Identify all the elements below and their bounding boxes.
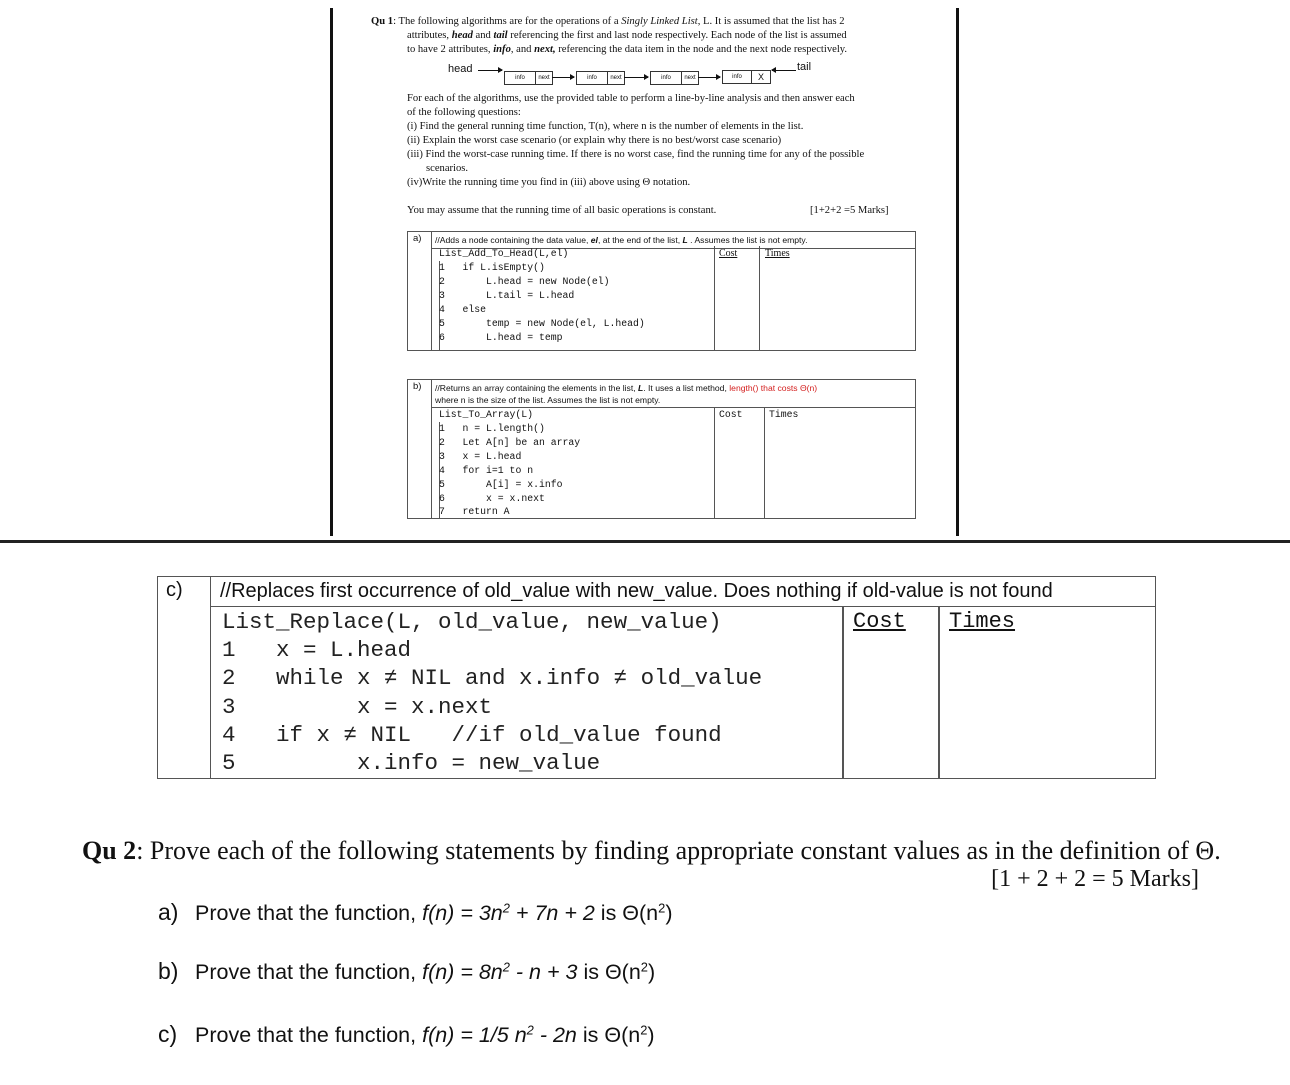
right-border xyxy=(956,8,959,536)
line-number: 3 xyxy=(439,290,445,301)
code-text: x = x.next xyxy=(444,493,545,504)
line-number: 1 xyxy=(222,637,236,663)
line-number: 4 xyxy=(439,304,445,315)
comment-text: , at the end of the list, xyxy=(597,235,683,245)
comment-cost-note: length() that costs Θ(n) xyxy=(729,383,818,393)
q1-text: referencing the data item in the node and the next node respectively. xyxy=(555,44,848,55)
theta-exponent: 2 xyxy=(640,959,648,975)
q1-marks: [1+2+2 =5 Marks] xyxy=(810,205,889,216)
q2-marks: [1 + 2 + 2 = 5 Marks] xyxy=(991,866,1199,892)
tail-label: tail xyxy=(797,61,812,73)
code-line xyxy=(439,261,545,275)
node-next-cell: next xyxy=(684,75,696,81)
line-number: 1 xyxy=(439,423,445,434)
next-arrow xyxy=(552,77,574,78)
q2-item-text: Prove that the function, xyxy=(195,1023,423,1047)
q2-item-b xyxy=(158,958,655,985)
column-divider xyxy=(842,607,844,778)
cost-header: Cost xyxy=(719,409,743,420)
q1-next-term: next, xyxy=(534,44,556,55)
code-line xyxy=(222,636,411,664)
comment-el: el xyxy=(590,235,598,245)
table-label: a) xyxy=(413,233,422,244)
q2-function xyxy=(422,1023,577,1047)
column-divider xyxy=(764,408,765,518)
fx-rest: - 2n xyxy=(533,1023,577,1047)
table-comment: //Replaces first occurrence of old_value with new_value. Does nothing if old-value is not found xyxy=(210,577,1155,607)
code-line xyxy=(439,303,486,317)
instruction-item-iv: (iv)Write the running time you find in (iii) above using Θ notation. xyxy=(407,177,691,188)
q1-intro-line3 xyxy=(407,43,847,57)
code-line xyxy=(439,317,645,331)
code-text: x = L.head xyxy=(444,451,522,462)
table-b xyxy=(407,379,916,519)
comment-text: //Adds a node containing the data value, xyxy=(435,235,591,245)
code-text: L.head = temp xyxy=(444,332,563,343)
q1-label: Qu 1 xyxy=(371,16,394,27)
fx-text: f(n) = 3n xyxy=(422,901,503,925)
theta-end: ) xyxy=(647,960,656,984)
code-text: for i=1 to n xyxy=(444,465,534,476)
cost-header: Cost xyxy=(719,248,738,259)
line-number: 6 xyxy=(439,332,445,343)
table-label-cell xyxy=(158,577,211,778)
code-line xyxy=(439,492,545,506)
line-number: 5 xyxy=(439,318,445,329)
instruction-item-iii: (iii) Find the worst-case running time. If there is no worst case, find the running time for any of the possible xyxy=(407,149,865,160)
q2-item-text: Prove that the function, xyxy=(195,901,423,925)
table-c xyxy=(157,576,1156,779)
code-line xyxy=(222,693,492,721)
q2-function xyxy=(422,901,595,925)
next-arrow xyxy=(698,77,720,78)
head-label: head xyxy=(448,63,473,75)
instruction-item-iii-cont: scenarios. xyxy=(426,163,469,174)
times-header: Times xyxy=(765,248,790,259)
assumption-text: You may assume that the running time of all basic operations is constant. xyxy=(407,205,717,216)
code-text: Let A[n] be an array xyxy=(444,437,581,448)
code-line xyxy=(222,664,762,692)
instruction-line: of the following questions: xyxy=(407,107,521,118)
comment-L: L xyxy=(682,235,688,245)
code-line xyxy=(439,505,510,519)
null-mark: X xyxy=(757,72,764,82)
q1-intro-line2 xyxy=(407,29,847,43)
q2-function xyxy=(422,960,577,984)
code-line xyxy=(439,464,533,478)
q1-head-term: head xyxy=(451,30,473,41)
theta-text: is Θ(n xyxy=(594,901,659,925)
instruction-item-i: (i) Find the general running time function, T(n), where n is the number of elements in the list. xyxy=(407,121,804,132)
q1-text: and xyxy=(472,30,494,41)
q2-label: Qu 2 xyxy=(82,836,137,865)
fx-rest: + 7n + 2 xyxy=(509,901,595,925)
table-a xyxy=(407,231,916,351)
line-number: 5 xyxy=(222,750,236,776)
q1-text: : The following algorithms are for the operations of a xyxy=(393,16,622,27)
list-node xyxy=(650,71,699,85)
fx-text: f(n) = 1/5 n xyxy=(422,1023,527,1047)
comment-L: L xyxy=(638,383,644,393)
code-line xyxy=(222,721,722,749)
left-border xyxy=(330,8,333,536)
question-1-panel xyxy=(0,0,1290,540)
fx-text: f(n) = 8n xyxy=(422,960,503,984)
code-text: x.info = new_value xyxy=(235,750,601,776)
next-arrow xyxy=(624,77,648,78)
head-arrow xyxy=(478,70,502,71)
code-text: x = L.head xyxy=(235,637,412,663)
node-next-cell: next xyxy=(610,75,622,81)
code-line xyxy=(222,749,600,777)
line-number: 3 xyxy=(439,451,445,462)
times-header: Times xyxy=(769,409,799,420)
q1-text: attributes, xyxy=(407,30,452,41)
code-text: L.head = new Node(el) xyxy=(444,276,610,287)
column-divider xyxy=(938,607,940,778)
theta-exponent: 2 xyxy=(658,900,666,916)
code-line xyxy=(439,289,574,303)
fx-exponent: 2 xyxy=(526,1022,534,1038)
q1-text: referencing the first and last node respectively. Each node of the list is assumed xyxy=(507,30,847,41)
node-info-cell: info xyxy=(505,72,536,84)
node-info-cell: info xyxy=(723,71,752,83)
code-text: n = L.length() xyxy=(444,423,545,434)
comment-text: . It uses a list method, xyxy=(643,383,730,393)
code-line xyxy=(439,450,521,464)
code-text: if x ≠ NIL //if old_value found xyxy=(235,722,722,748)
line-number: 6 xyxy=(439,493,445,504)
cost-header: Cost xyxy=(853,609,906,634)
theta-text: is Θ(n xyxy=(576,1023,641,1047)
panel-separator xyxy=(0,540,1290,543)
q2-item-c xyxy=(158,1021,655,1048)
comment-text: //Returns an array containing the elements in the list, xyxy=(435,383,639,393)
fx-rest: - n + 3 xyxy=(509,960,578,984)
line-number: 4 xyxy=(439,465,445,476)
tail-node xyxy=(722,70,771,84)
theta-end: ) xyxy=(647,1023,655,1047)
q2-item-text: Prove that the function, xyxy=(195,960,423,984)
code-line xyxy=(439,478,562,492)
comment-text: where n is the size of the list. Assumes the list is not empty. xyxy=(435,395,661,405)
code-text: x = x.next xyxy=(235,694,493,720)
line-number: 3 xyxy=(222,694,236,720)
q1-tail-term: tail xyxy=(493,30,508,41)
node-info-cell: info xyxy=(577,72,608,84)
node-next-cell: next xyxy=(538,75,550,81)
theta-end: ) xyxy=(665,901,673,925)
q2-item-label: a) xyxy=(158,899,179,925)
tail-arrow xyxy=(772,70,796,71)
instruction-line: For each of the algorithms, use the provided table to perform a line-by-line analysis and then answer each xyxy=(407,93,855,104)
comment-text: . Assumes the list is not empty. xyxy=(687,235,808,245)
q1-text-end: , L. It is assumed that the list has 2 xyxy=(697,16,845,27)
code-line xyxy=(439,422,545,436)
theta-text: is Θ(n xyxy=(577,960,641,984)
column-divider xyxy=(759,246,760,350)
code-text: else xyxy=(444,304,487,315)
code-text: if L.isEmpty() xyxy=(444,262,545,273)
times-header: Times xyxy=(949,609,1016,634)
q1-intro-line1 xyxy=(371,15,845,29)
question-2-heading xyxy=(82,836,1221,866)
theta-exponent: 2 xyxy=(640,1022,648,1038)
code-text: return A xyxy=(444,506,510,517)
algorithm-signature: List_Replace(L, old_value, new_value) xyxy=(222,609,722,635)
algorithm-signature: List_Add_To_Head(L,el) xyxy=(439,248,569,259)
line-number: 2 xyxy=(222,665,236,691)
q1-info-term: info xyxy=(493,44,511,55)
line-number: 4 xyxy=(222,722,236,748)
q2-text: : Prove each of the following statements by finding appropriate constant values as in the definition of Θ. xyxy=(136,836,1221,865)
node-info-cell: info xyxy=(651,72,682,84)
code-text: temp = new Node(el, L.head) xyxy=(444,318,645,329)
q2-item-label: c) xyxy=(158,1021,178,1047)
table-label: b) xyxy=(413,381,422,392)
q1-text: to have 2 attributes, xyxy=(407,44,494,55)
table-label-cell xyxy=(408,380,432,518)
code-line xyxy=(439,436,580,450)
line-number: 2 xyxy=(439,437,445,448)
code-text: A[i] = x.info xyxy=(444,479,563,490)
line-number: 1 xyxy=(439,262,445,273)
column-divider xyxy=(714,408,715,518)
table-comment xyxy=(431,380,915,408)
q2-item-label: b) xyxy=(158,958,179,984)
fx-exponent: 2 xyxy=(502,900,510,916)
code-line xyxy=(439,275,610,289)
table-label: c) xyxy=(166,579,183,601)
table-label-cell xyxy=(408,232,432,350)
line-number: 5 xyxy=(439,479,445,490)
code-text: while x ≠ NIL and x.info ≠ old_value xyxy=(235,665,763,691)
algorithm-signature: List_To_Array(L) xyxy=(439,409,534,420)
line-number: 7 xyxy=(439,506,445,517)
q1-italic: Singly Linked List xyxy=(621,16,698,27)
code-line xyxy=(439,331,562,345)
line-number: 2 xyxy=(439,276,445,287)
list-node xyxy=(504,71,553,85)
fx-exponent: 2 xyxy=(502,959,510,975)
q2-item-a xyxy=(158,899,673,926)
instruction-item-ii: (ii) Explain the worst case scenario (or explain why there is no best/worst case scenario) xyxy=(407,135,782,146)
column-divider xyxy=(714,246,715,350)
code-text: L.tail = L.head xyxy=(444,290,575,301)
q1-text: , and xyxy=(510,44,535,55)
list-node xyxy=(576,71,625,85)
